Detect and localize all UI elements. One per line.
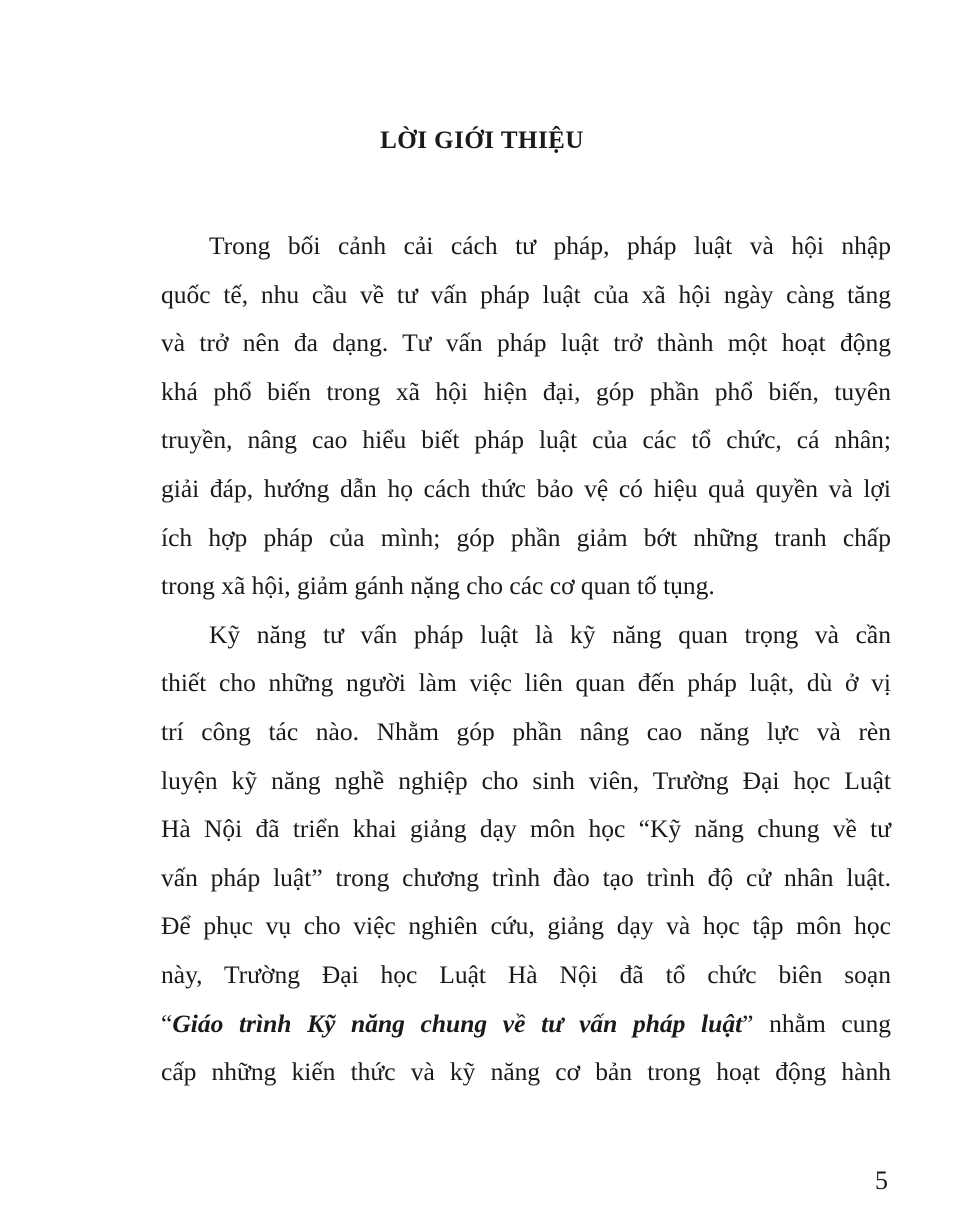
text-line: Trong bối cảnh cải cách tư pháp, pháp luật và hội nhập (209, 231, 891, 260)
page-number: 5 (875, 1166, 888, 1195)
paragraph-2 (161, 611, 891, 1097)
paragraph-1 (161, 222, 891, 611)
open-quote: “ (161, 1008, 173, 1038)
text-line: vấn pháp luật” trong chương trình đào tạo trình độ cử nhân luật. (161, 862, 891, 892)
text-line: luyện kỹ năng nghề nghiệp cho sinh viên, Trường Đại học Luật (161, 765, 891, 795)
text-line-rest: nhằm cung (753, 1008, 891, 1038)
book-title: Giáo trình Kỹ năng chung về tư vấn pháp luật (172, 1008, 743, 1038)
text-line: Kỹ năng tư vấn pháp luật là kỹ năng quan trọng và cần (209, 619, 891, 649)
text-line: truyền, nâng cao hiểu biết pháp luật của các tổ chức, cá nhân; (161, 425, 891, 455)
text-line-emphasis (161, 1000, 891, 1049)
body-text (161, 222, 891, 1097)
text-line: khá phổ biến trong xã hội hiện đại, góp phần phổ biến, tuyên (161, 376, 891, 406)
text-line: cấp những kiến thức và kỹ năng cơ bản trong hoạt động hành (161, 1057, 891, 1087)
close-quote: ” (742, 1008, 754, 1038)
text-line: trong xã hội, giảm gánh nặng cho các cơ quan tố tụng. (161, 571, 715, 601)
text-line: trí công tác nào. Nhằm góp phần nâng cao năng lực và rèn (161, 716, 891, 746)
text-line: Hà Nội đã triển khai giảng dạy môn học “Kỹ năng chung về tư (161, 814, 891, 844)
text-line: Để phục vụ cho việc nghiên cứu, giảng dạy và học tập môn học (161, 911, 891, 941)
text-line: ích hợp pháp của mình; góp phần giảm bớt những tranh chấp (161, 522, 891, 552)
text-line: và trở nên đa dạng. Tư vấn pháp luật trở thành một hoạt động (161, 328, 891, 358)
text-line: quốc tế, nhu cầu về tư vấn pháp luật của xã hội ngày càng tăng (161, 279, 891, 309)
page-title: LỜI GIỚI THIỆU (380, 127, 584, 154)
text-line: này, Trường Đại học Luật Hà Nội đã tổ chức biên soạn (161, 959, 891, 989)
text-line: thiết cho những người làm việc liên quan đến pháp luật, dù ở vị (161, 668, 891, 698)
text-line: giải đáp, hướng dẫn họ cách thức bảo vệ có hiệu quả quyền và lợi (161, 473, 891, 503)
